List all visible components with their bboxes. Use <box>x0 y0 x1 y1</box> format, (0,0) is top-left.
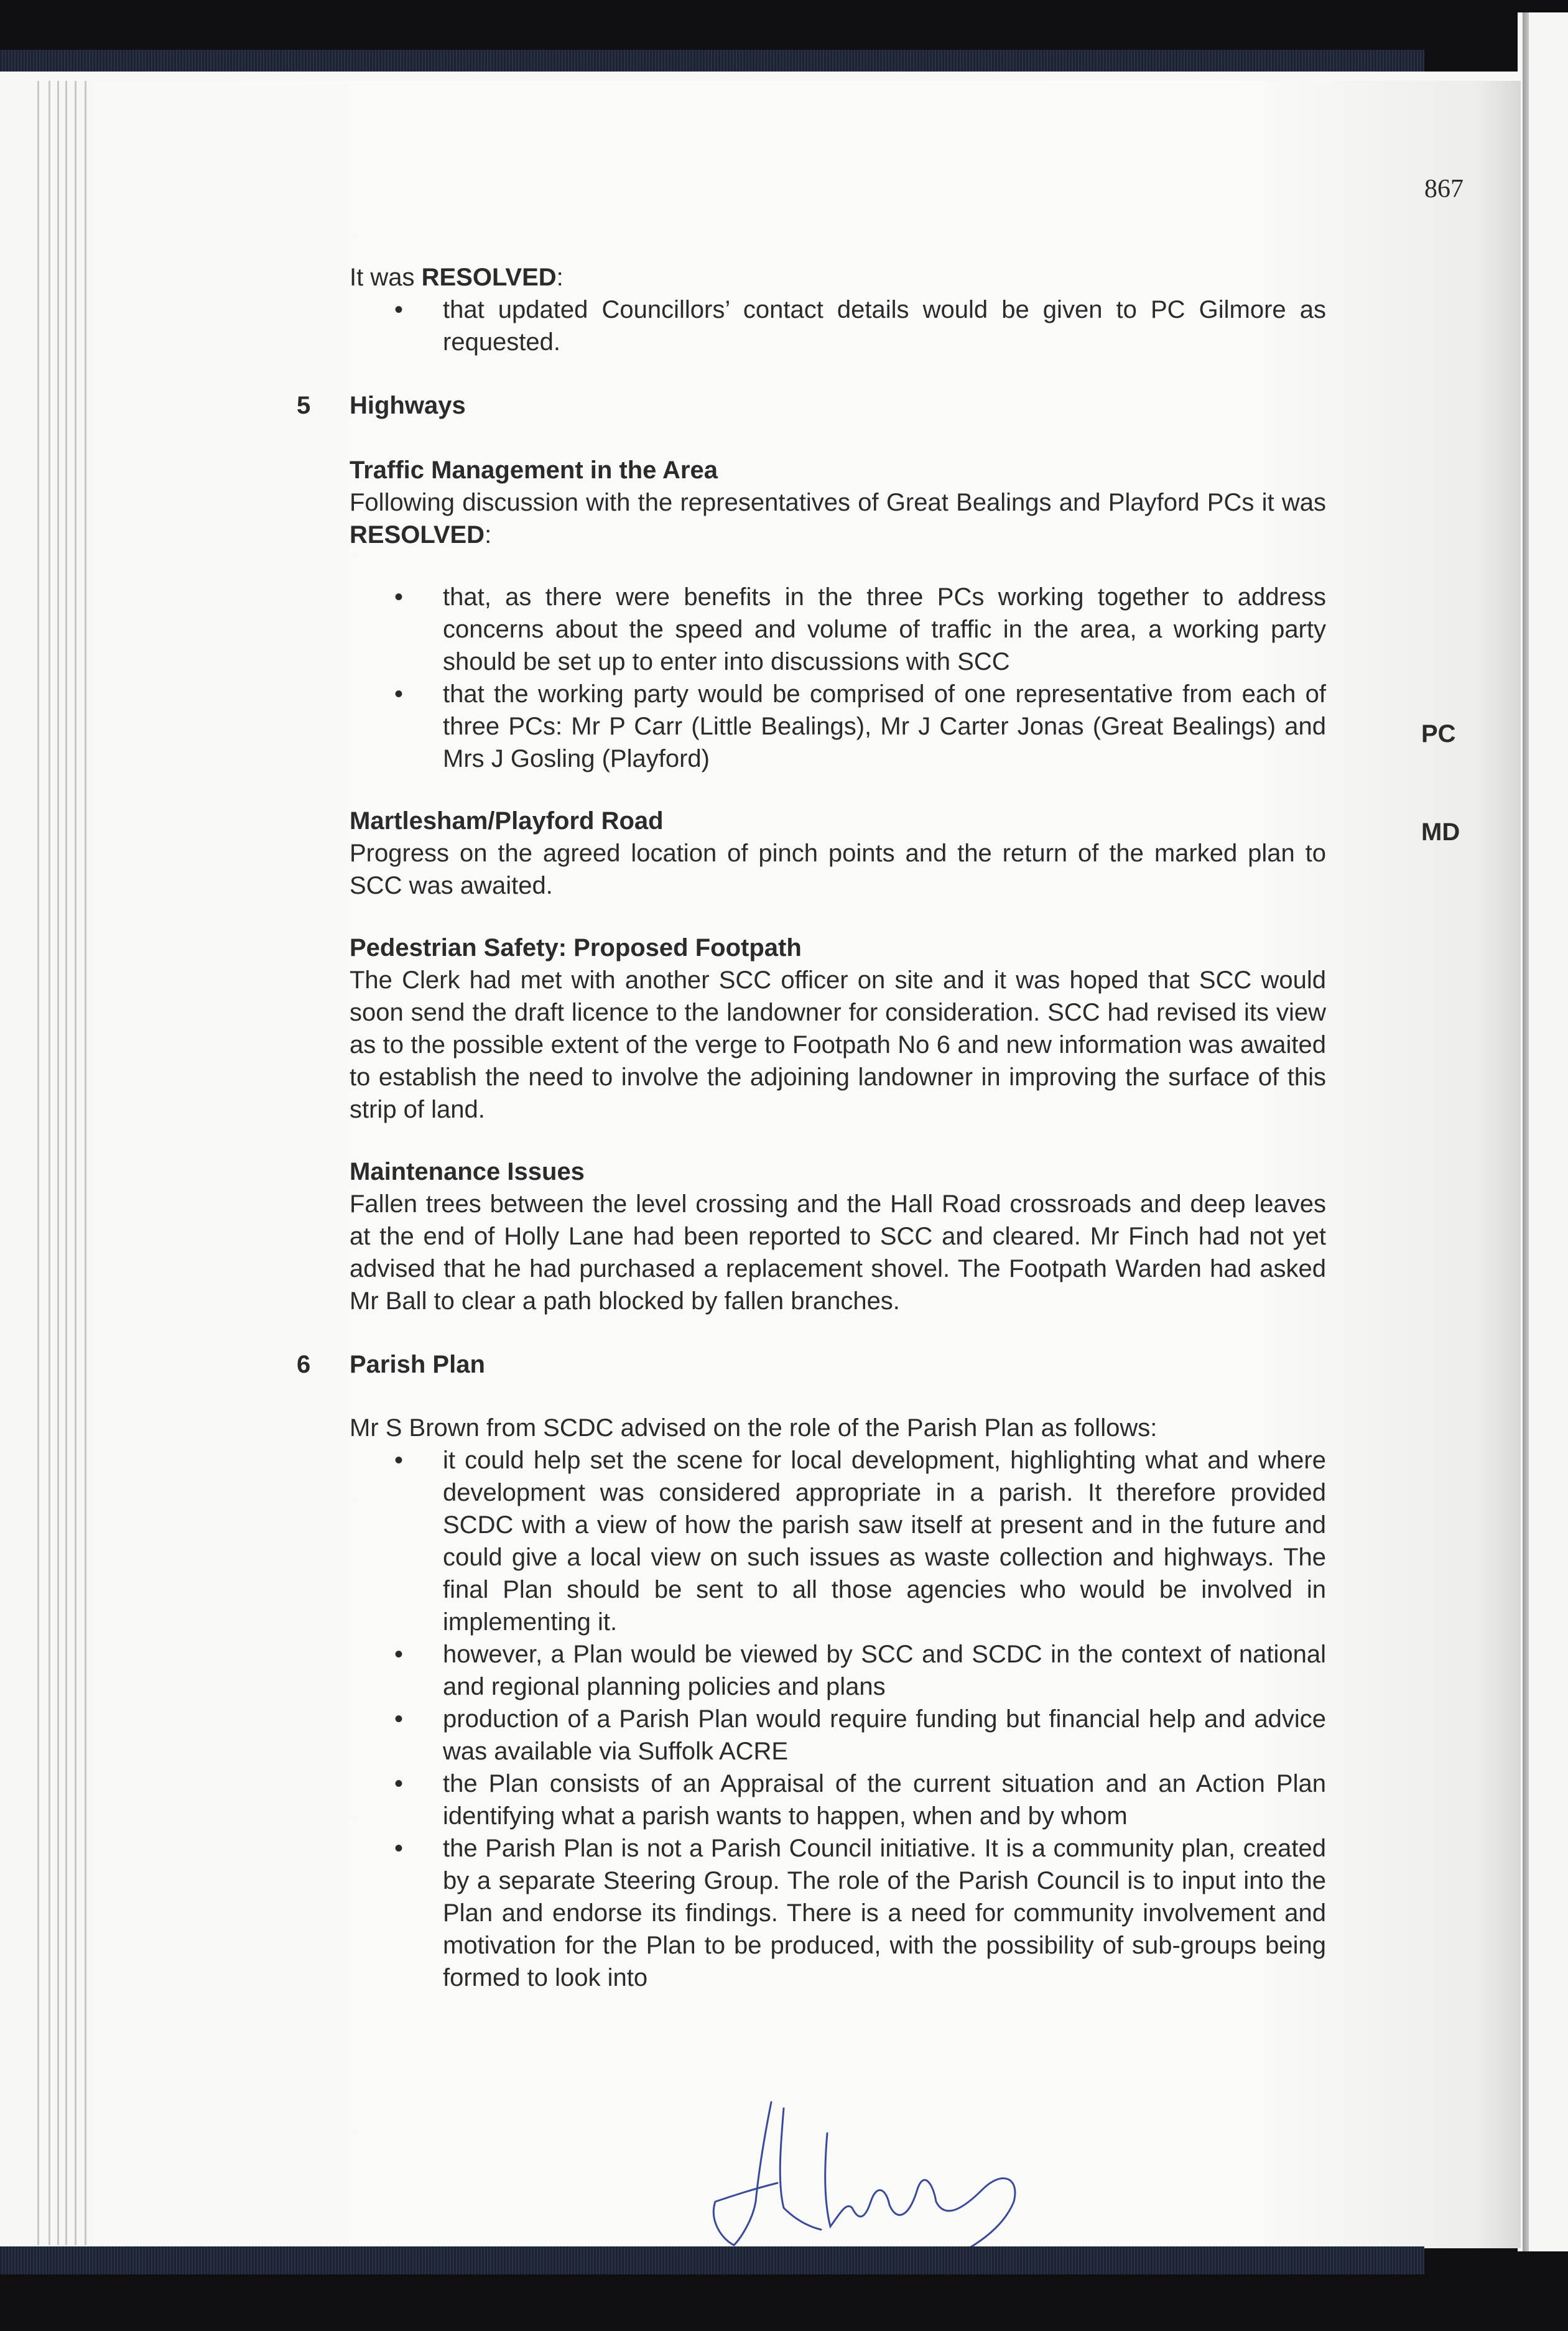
page-gutter-shadow <box>1523 12 1529 2251</box>
list-item: • however, a Plan would be viewed by SCC and SCDC in the context of national and regional planning policies and plans <box>443 1638 1326 1703</box>
resolution-list <box>350 581 1326 775</box>
page-edge-line <box>49 81 50 2245</box>
subsection-heading: Maintenance Issues <box>350 1158 585 1185</box>
subsection-heading: Pedestrian Safety: Proposed Footpath <box>350 934 802 962</box>
page-edge-line <box>85 81 86 2245</box>
action-initials: PC <box>1421 720 1456 748</box>
subsection-heading: Traffic Management in the Area <box>350 456 718 484</box>
page-number: 867 <box>1424 175 1464 203</box>
paragraph: Mr S Brown from SCDC advised on the role of the Parish Plan as follows: <box>350 1414 1157 1442</box>
parish-plan-list <box>350 1444 1326 1994</box>
section-heading: 6 Parish Plan <box>350 1348 1326 1381</box>
list-item: • that updated Councillors’ contact details would be given to PC Gilmore as requested. <box>443 294 1326 358</box>
minutes-content <box>297 261 1326 1994</box>
section-number: 6 <box>297 1351 311 1378</box>
list-item: • that, as there were benefits in the three PCs working together to address concerns about the speed and volume of traffic in the area, a working party should be set up to enter into discussions with SCC <box>443 581 1326 678</box>
list-item: • that the working party would be comprised of one representative from each of three PCs: Mr P Carr (Little Bealings), Mr J Carter Jonas (Great Bealings) and Mrs J Gosling (Playford) <box>443 678 1326 775</box>
resolved-list <box>350 294 1326 358</box>
page-edge-line <box>65 81 67 2245</box>
list-item: • production of a Parish Plan would require funding but financial help and advice was available via Suffolk ACRE <box>443 1703 1326 1768</box>
page-edge-line <box>37 81 39 2245</box>
page-edge-line <box>57 81 59 2245</box>
binder-bottom-edge <box>0 2246 1424 2274</box>
resolved-intro: It was RESOLVED: <box>350 264 564 291</box>
paragraph: Progress on the agreed location of pinch points and the return of the marked plan to SCC was awaited. <box>350 840 1326 899</box>
section-number: 5 <box>297 392 311 419</box>
action-initials: MD <box>1421 818 1460 846</box>
page-edge-line <box>75 81 77 2245</box>
paragraph: The Clerk had met with another SCC officer on site and it was hoped that SCC would soon send the draft licence to the landowner for consideration. SCC had revised its view as to the possible extent of the verge to Footpath No 6 and new information was awaited to establish the need to involve the adjoining landowner in improving the surface of this strip of land. <box>350 966 1326 1123</box>
list-item: • it could help set the scene for local development, highlighting what and where development was considered appropriate in a parish. It therefore provided SCDC with a view of how the parish saw itself at present and in the future and could give a local view on such issues as waste collection and highways. The final Plan should be sent to all those agencies who would be involved in implementing it. <box>443 1444 1326 1638</box>
paragraph: Following discussion with the representatives of Great Bealings and Playford PCs it was RESOLVED: <box>350 489 1326 549</box>
list-item: • the Plan consists of an Appraisal of the current situation and an Action Plan identifying what a parish wants to happen, when and by whom <box>443 1768 1326 1832</box>
list-item: • the Parish Plan is not a Parish Council initiative. It is a community plan, created by a separate Steering Group. The role of the Parish Council is to input into the Plan and endorse its findings. There is a need for community involvement and motivation for the Plan to be produced, with the possibility of sub-groups being formed to look into <box>443 1832 1326 1994</box>
section-heading: 5 Highways <box>350 389 1326 422</box>
subsection-heading: Martlesham/Playford Road <box>350 807 664 835</box>
paragraph: Fallen trees between the level crossing and the Hall Road crossroads and deep leaves at the end of Holly Lane had been reported to SCC and cleared. Mr Finch had not yet advised that he had purchased a replacement shovel. The Footpath Warden had asked Mr Ball to clear a path blocked by fallen branches. <box>350 1190 1326 1315</box>
handwritten-signature <box>672 2096 1281 2258</box>
